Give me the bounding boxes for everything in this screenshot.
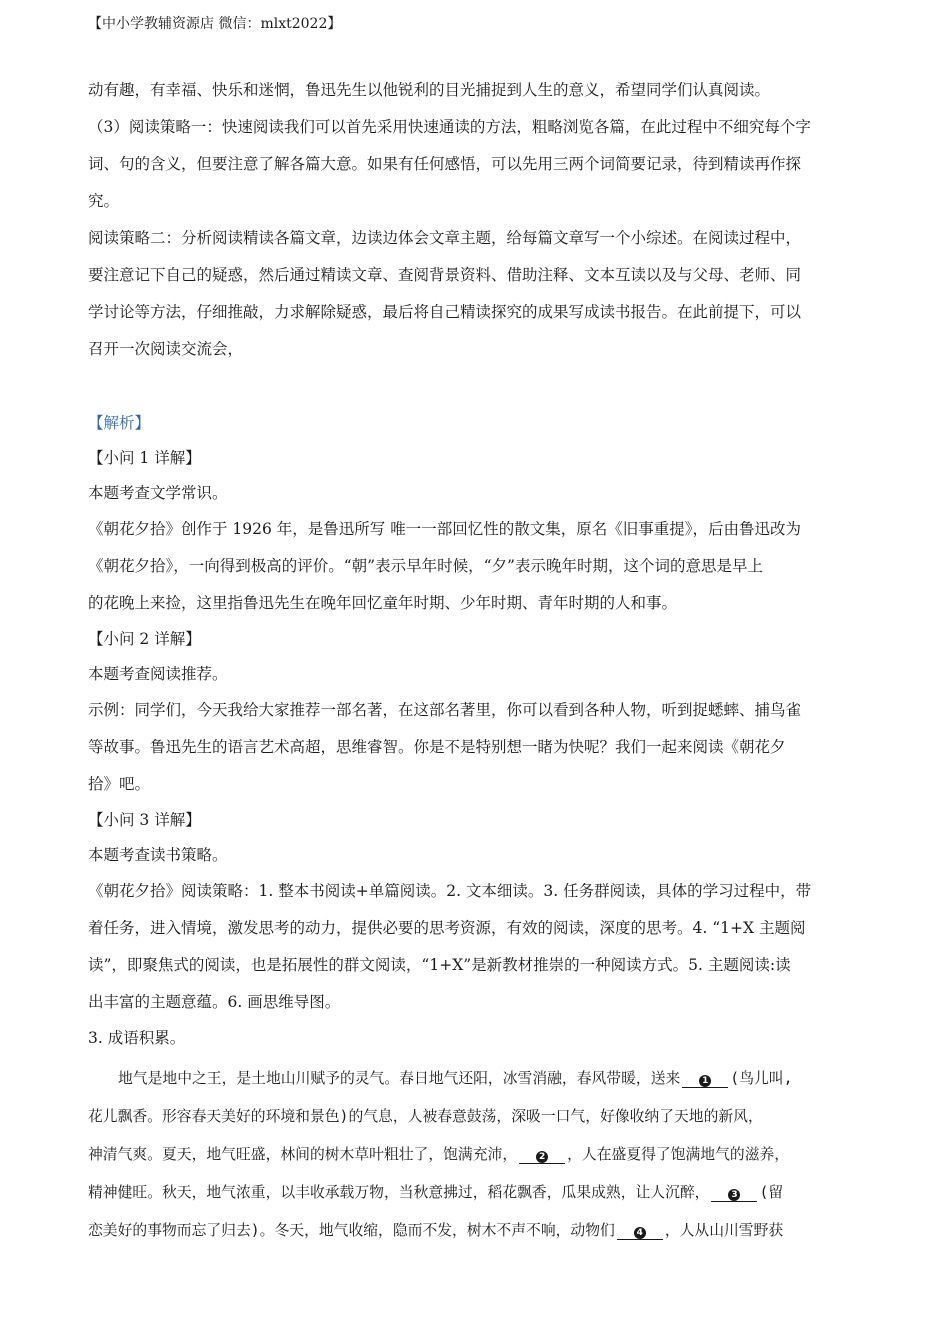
idiom-passage — [88, 1060, 873, 1250]
paragraph-line: 要注意记下自己的疑惑，然后通过精读文章、查阅背景资料、借助注释、文本互读以及与父母、老师、同 — [88, 266, 802, 284]
analysis-label: 【解析】 — [88, 414, 151, 432]
q2-line: 本题考查阅读推荐。 — [88, 665, 228, 683]
q3-title: 【小问 3 详解】 — [88, 811, 201, 829]
q3-line: 出丰富的主题意蕴。6. 画思维导图。 — [88, 993, 341, 1011]
q1-line: 本题考查文学常识。 — [88, 484, 228, 502]
blank-number-2: 2 — [536, 1151, 548, 1163]
q3-line: 《朝花夕拾》阅读策略：1. 整本书阅读+单篇阅读。2. 文本细读。3. 任务群阅读，具体的学习过程中，带 — [88, 882, 812, 900]
q3-line: 读”，即聚焦式的阅读，也是拓展性的群文阅读，“1+X”是新教材推崇的一种阅读方式。5. 主题阅读:读 — [88, 956, 791, 974]
paragraph-line: 学讨论等方法，仔细推敲，力求解除疑惑，最后将自己精读探究的成果写成读书报告。在此前提下，可以 — [88, 303, 802, 321]
fill-blank-2[interactable] — [519, 1147, 565, 1164]
q2-line: 等故事。鲁迅先生的语言艺术高超，思维睿智。你是不是特别想一睹为快呢？我们一起来阅读《朝花夕 — [88, 738, 786, 756]
paragraph-line: （3）阅读策略一：快速阅读我们可以首先采用快速通读的方法，粗略浏览各篇，在此过程中不细究每个字 — [88, 118, 811, 136]
q3-line: 本题考查读书策略。 — [88, 846, 228, 864]
q2-title: 【小问 2 详解】 — [88, 630, 201, 648]
q1-line: 的花晚上来捡，这里指鲁迅先生在晚年回忆童年时期、少年时期、青年时期的人和事。 — [88, 594, 678, 612]
passage-line: 神清气爽。夏天，地气旺盛，林间的树木草叶粗壮了，饱满充沛， 2 ，人在盛夏得了饱满地气的滋养， — [88, 1146, 790, 1163]
paragraph-line: 词、句的含义，但要注意了解各篇大意。如果有任何感悟，可以先用三两个词简要记录，待到精读再作探 — [88, 155, 802, 173]
document-body — [88, 72, 873, 1250]
fill-blank-1[interactable] — [682, 1071, 728, 1088]
blank-number-4: 4 — [634, 1227, 646, 1239]
q1-line: 《朝花夕拾》创作于 1926 年，是鲁迅所写 唯一一部回忆性的散文集，原名《旧事重提》，后由鲁迅改为 — [88, 520, 801, 538]
passage-line: 地气是地中之王，是土地山川赋予的灵气。春日地气还阳，冰雪消融，春风带暖，送来 1 (鸟儿叫, — [118, 1070, 793, 1087]
paragraph-line: 动有趣，有幸福、快乐和迷惘，鲁迅先生以他锐利的目光捕捉到人生的意义，希望同学们认真阅读。 — [88, 81, 771, 99]
q1-title: 【小问 1 详解】 — [88, 449, 201, 467]
q2-line: 拾》吧。 — [88, 775, 151, 793]
fill-blank-4[interactable] — [617, 1223, 663, 1240]
q1-line: 《朝花夕拾》，一向得到极高的评价。“朝”表示早年时候，“夕”表示晚年时期，这个词的意思是早上 — [88, 557, 763, 575]
paragraph-line: 召开一次阅读交流会， — [88, 340, 244, 358]
blank-number-1: 1 — [699, 1075, 711, 1087]
blank-number-3: 3 — [728, 1189, 740, 1201]
passage-line: 恋美好的事物而忘了归去)。冬天，地气收缩，隐而不发，树木不声不响，动物们 4 ，人从山川雪野获 — [88, 1222, 784, 1239]
passage-line: 花儿飘香。形容春天美好的环境和景色)的气息，人被春意鼓荡，深吸一口气，好像收纳了天地的新风， — [88, 1108, 763, 1125]
paragraph-line: 究。 — [88, 192, 120, 210]
passage-line: 精神健旺。秋天，地气浓重，以丰收承载万物，当秋意拂过，稻花飘香，瓜果成熟，让人沉醉， 3 (留 — [88, 1184, 784, 1201]
section-3-title: 3. 成语积累。 — [88, 1029, 186, 1047]
page-header: 【中小学教辅资源店 微信：mlxt2022】 — [88, 16, 342, 32]
paragraph-line: 阅读策略二：分析阅读精读各篇文章，边读边体会文章主题，给每篇文章写一个小综述。在阅读过程中， — [88, 229, 802, 247]
q2-line: 示例：同学们，今天我给大家推荐一部名著，在这部名著里，你可以看到各种人物，听到捉蟋蟀、捕鸟雀 — [88, 701, 802, 719]
fill-blank-3[interactable] — [711, 1185, 757, 1202]
q3-line: 着任务，进入情境，激发思考的动力，提供必要的思考资源，有效的阅读，深度的思考。4. “1+X 主题阅 — [88, 919, 806, 937]
